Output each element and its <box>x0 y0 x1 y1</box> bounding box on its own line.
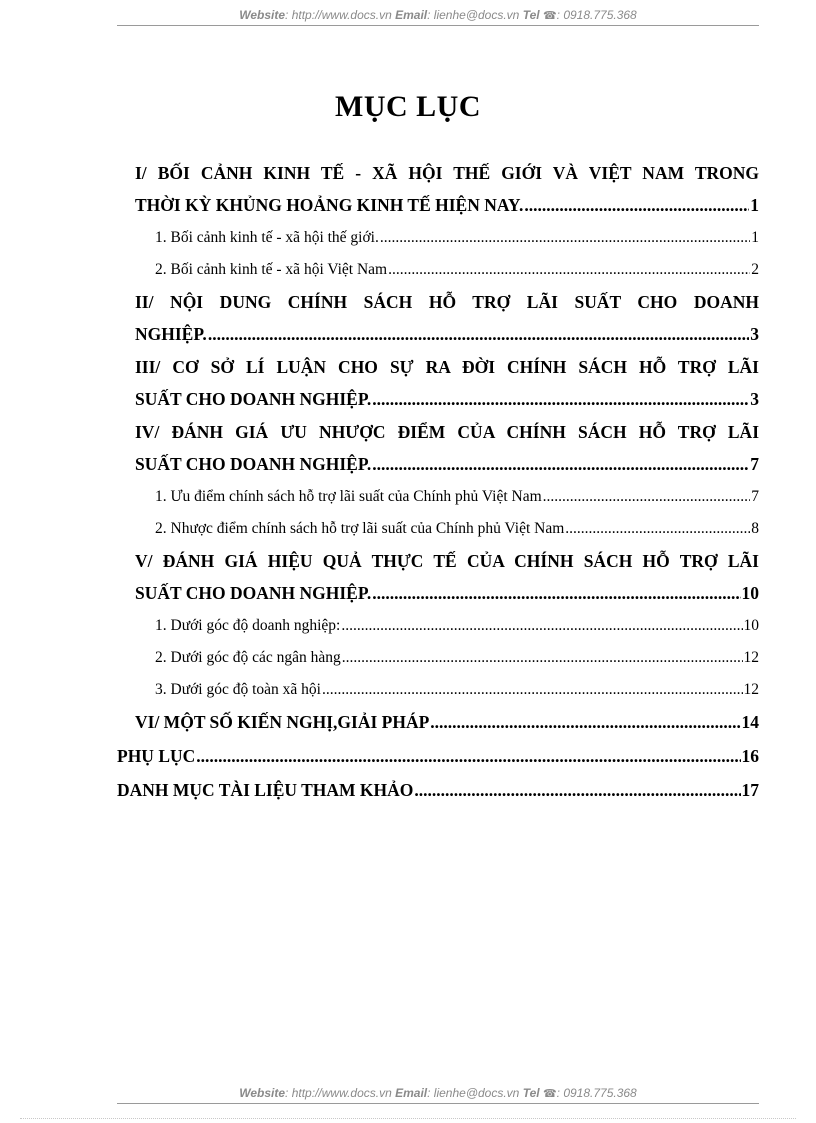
toc-page-number: 12 <box>743 649 759 666</box>
toc-page-number: 1 <box>750 195 759 215</box>
footer-website-value: : http://www.docs.vn <box>285 1086 392 1100</box>
toc-subsection-4-2 <box>117 513 759 545</box>
toc-entry-label: 1. Ưu điểm chính sách hỗ trợ lãi suất của Chính phủ Việt Nam <box>155 488 542 505</box>
toc-page-number: 3 <box>750 324 759 344</box>
dot-leader <box>430 706 740 739</box>
toc-entry-label: SUẤT CHO DOANH NGHIỆP. <box>135 454 372 474</box>
dot-leader <box>372 577 740 610</box>
header-website-label: Website <box>239 8 286 22</box>
toc-entry-label: 2. Bối cảnh kinh tế - xã hội Việt Nam <box>155 261 388 278</box>
table-of-contents <box>117 157 759 807</box>
toc-page-number: 12 <box>743 681 759 698</box>
toc-entry-label: VI/ MỘT SỐ KIẾN NGHỊ,GIẢI PHÁP <box>135 712 430 732</box>
toc-section-2 <box>117 318 759 351</box>
page-bottom-divider <box>20 1118 796 1121</box>
toc-section-4-line1: IV/ ĐÁNH GIÁ ƯU NHƯỢC ĐIỂM CỦA CHÍNH SÁCH HỖ TRỢ LÃI <box>135 422 759 442</box>
header-email-label: Email <box>395 8 428 22</box>
toc-section-1-line1: I/ BỐI CẢNH KINH TẾ - XÃ HỘI THẾ GIỚI VÀ VIỆT NAM TRONG <box>135 163 759 183</box>
toc-section-3-line1: III/ CƠ SỞ LÍ LUẬN CHO SỰ RA ĐỜI CHÍNH SÁCH HỖ TRỢ LÃI <box>135 357 759 377</box>
footer-website-label: Website <box>239 1086 286 1100</box>
dot-leader <box>341 610 742 642</box>
toc-subsection-1-1 <box>117 222 759 254</box>
toc-entry-label: 3. Dưới góc độ toàn xã hội <box>155 681 321 698</box>
toc-section-3 <box>117 383 759 416</box>
toc-page-number: 17 <box>741 780 759 800</box>
toc-page-number: 8 <box>751 520 759 537</box>
page-title: MỤC LỤC <box>335 90 481 123</box>
dot-leader <box>524 189 749 222</box>
dot-leader <box>372 448 749 481</box>
toc-page-number: 16 <box>741 746 759 766</box>
toc-page-number: 10 <box>741 583 759 603</box>
toc-page-number: 7 <box>751 488 759 505</box>
footer-tel-label: Tel <box>522 1086 540 1100</box>
toc-subsection-4-1 <box>117 481 759 513</box>
dot-leader <box>414 773 740 807</box>
toc-section-1 <box>117 189 759 222</box>
phone-icon: ☎ <box>542 1088 557 1100</box>
phone-icon: ☎ <box>542 10 557 22</box>
toc-entry-label: PHỤ LỤC <box>117 746 196 766</box>
header-email-value: : lienhe@docs.vn <box>427 8 520 22</box>
toc-entry-label: NGHIỆP. <box>135 324 207 344</box>
toc-section-2-line1: II/ NỘI DUNG CHÍNH SÁCH HỖ TRỢ LÃI SUẤT CHO DOANH <box>135 292 759 312</box>
dot-leader <box>196 739 740 773</box>
toc-page-number: 1 <box>751 229 759 246</box>
toc-entry-label: 2. Nhược điểm chính sách hỗ trợ lãi suất của Chính phủ Việt Nam <box>155 520 565 537</box>
footer-tel-value: : 0918.775.368 <box>556 1086 637 1100</box>
dot-leader <box>543 481 751 513</box>
dot-leader <box>342 642 743 674</box>
toc-section-5-line1: V/ ĐÁNH GIÁ HIỆU QUẢ THỰC TẾ CỦA CHÍNH SÁCH HỖ TRỢ LÃI <box>135 551 759 571</box>
toc-subsection-5-1 <box>117 610 759 642</box>
toc-entry-label: SUẤT CHO DOANH NGHIỆP. <box>135 389 372 409</box>
toc-section-6 <box>117 706 759 739</box>
dot-leader <box>208 318 749 351</box>
toc-section-5 <box>117 577 759 610</box>
toc-page-number: 7 <box>750 454 759 474</box>
toc-subsection-1-2 <box>117 254 759 286</box>
toc-entry-label: 1. Bối cảnh kinh tế - xã hội thế giới. <box>155 229 379 246</box>
header-tel-value: : 0918.775.368 <box>556 8 637 22</box>
dot-leader <box>388 254 750 286</box>
toc-references <box>117 773 759 807</box>
toc-page-number: 2 <box>751 261 759 278</box>
page-header <box>117 8 759 26</box>
toc-entry-label: THỜI KỲ KHỦNG HOẢNG KINH TẾ HIỆN NAY. <box>135 195 524 215</box>
dot-leader <box>380 222 750 254</box>
page-footer <box>117 1086 759 1104</box>
footer-email-value: : lienhe@docs.vn <box>427 1086 520 1100</box>
toc-entry-label: DANH MỤC TÀI LIỆU THAM KHẢO <box>117 780 414 800</box>
toc-entry-label: SUẤT CHO DOANH NGHIỆP. <box>135 583 372 603</box>
toc-page-number: 14 <box>741 712 759 732</box>
toc-appendix <box>117 739 759 773</box>
toc-entry-label: 1. Dưới góc độ doanh nghiệp: <box>155 617 341 634</box>
toc-page-number: 10 <box>743 617 759 634</box>
toc-page-number: 3 <box>750 389 759 409</box>
toc-subsection-5-3 <box>117 674 759 706</box>
dot-leader <box>322 674 743 706</box>
header-website-value: : http://www.docs.vn <box>285 8 392 22</box>
toc-subsection-5-2 <box>117 642 759 674</box>
toc-entry-label: 2. Dưới góc độ các ngân hàng <box>155 649 341 666</box>
footer-email-label: Email <box>395 1086 428 1100</box>
toc-section-4 <box>117 448 759 481</box>
dot-leader <box>372 383 749 416</box>
dot-leader <box>565 513 750 545</box>
header-tel-label: Tel <box>522 8 540 22</box>
